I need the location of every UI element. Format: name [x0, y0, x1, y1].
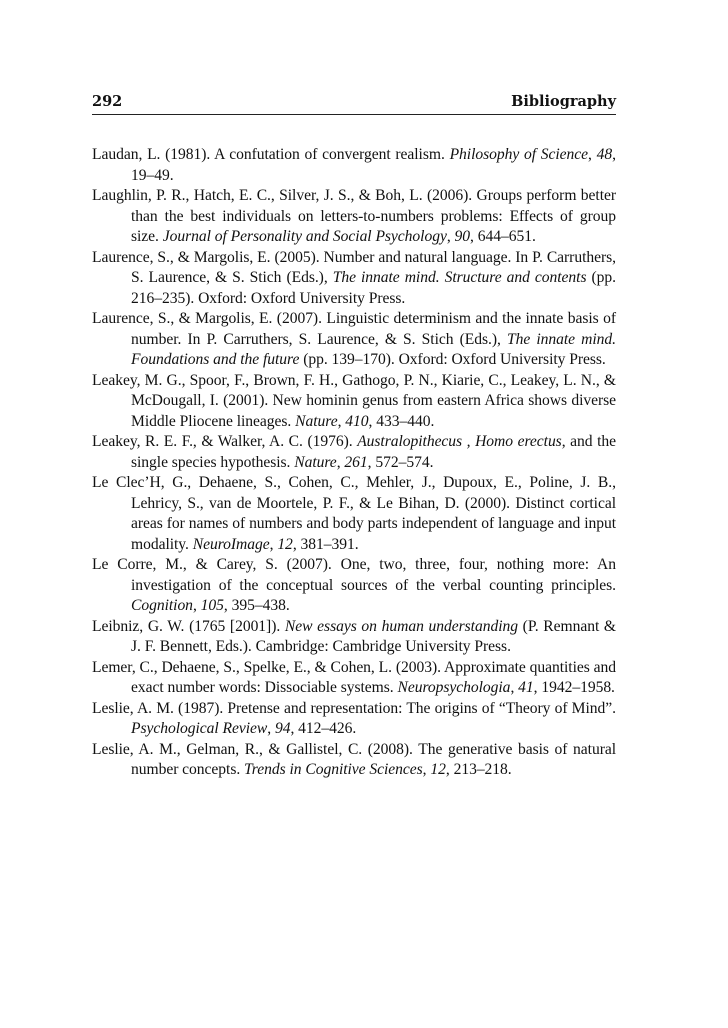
entry-text: Le Clec’H, G., Dehaene, S., Cohen, C., Mehler, J., Dupoux, E., Poline, J. B., Lehricy, S., van de Moortele, P. F., & Le Bihan, D. (2000). Distinct cortical areas for names of numbers and body parts independent of language and input modality. — [92, 474, 616, 553]
entry-separator: , — [337, 412, 346, 430]
bibliography-entry — [92, 309, 616, 371]
entry-journal: Nature — [294, 453, 337, 471]
entry-pages: , 572–574. — [367, 453, 434, 471]
entry-source-title: Australopithecus , Homo erectus — [357, 433, 562, 450]
entry-volume: 12 — [277, 535, 293, 553]
entry-text: Leslie, A. M. (1987). Pretense and representation: The origins of “Theory of Mind”. — [92, 699, 616, 717]
bibliography-entry — [92, 371, 616, 433]
entry-source-title: Journal of Personality and Social Psychology — [162, 228, 447, 245]
entry-text: Laurence, S., & Margolis, E. (2007). Linguistic determinism and the innate basis of number. In P. Carruthers, S. Laurence, & S. Stich (Eds.), — [92, 310, 616, 348]
bibliography-entry — [92, 145, 616, 186]
entry-separator: , — [267, 720, 275, 737]
entry-separator: , — [192, 597, 201, 614]
entry-pages: , 644–651. — [470, 228, 536, 245]
entry-source-title: Nature — [295, 412, 338, 430]
entry-pages: , 19–49. — [131, 146, 617, 184]
entry-separator: , — [269, 535, 278, 553]
entry-text: Laudan, L. (1981). A confutation of convergent realism. — [92, 146, 450, 163]
entry-text: Le Corre, M., & Carey, S. (2007). One, two, three, four, nothing more: An investigation of the conceptual sources of the verbal counting principles. — [92, 556, 616, 594]
entry-source-title: Psychological Review — [131, 720, 268, 737]
entry-pages: (pp. 139–170). Oxford: Oxford University Press. — [299, 351, 606, 368]
entry-text: Leibniz, G. W. (1765 [2001]). — [92, 617, 285, 635]
entry-text: Leakey, R. E. F., & Walker, A. C. (1976). — [92, 433, 358, 450]
entry-separator: , — [588, 146, 597, 163]
bibliography-entry — [92, 658, 616, 699]
running-header — [92, 92, 616, 115]
entry-text: Lemer, C., Dehaene, S., Spelke, E., & Cohen, L. (2003). Approximate quantities and exact number words: Dissociable systems. — [92, 658, 616, 696]
entry-volume: 94 — [274, 720, 291, 737]
entry-source-title: The innate mind. Foundations and the future — [131, 330, 616, 368]
entry-pages: , 1942–1958. — [533, 679, 615, 696]
entry-pages: , 213–218. — [445, 761, 512, 778]
entry-volume: 41 — [518, 679, 534, 696]
running-title: Bibliography — [511, 93, 616, 110]
bibliography-entry — [92, 699, 616, 740]
bibliography-entry — [92, 740, 616, 781]
entry-pages: , 381–391. — [292, 535, 359, 553]
entry-source-title: Philosophy of Science — [449, 146, 589, 163]
entry-pages: , 433–440. — [368, 412, 435, 430]
entry-volume: 48 — [596, 146, 613, 163]
page-number: 292 — [92, 93, 123, 110]
entry-text: Leslie, A. M., Gelman, R., & Gallistel, C. (2008). The generative basis of natural number concepts. — [92, 740, 616, 778]
entry-separator: , and the single species hypothesis. — [131, 433, 616, 471]
entry-volume: 12 — [430, 761, 446, 778]
entry-source-title: Neuropsychologia — [397, 679, 511, 696]
entry-text: Laurence, S., & Margolis, E. (2005). Number and natural language. In P. Carruthers, S. Laurence, & S. Stich (Eds.), — [92, 248, 616, 286]
entry-text: Leakey, M. G., Spoor, F., Brown, F. H., Gathogo, P. N., Kiarie, C., Leakey, L. N., & McDougall, I. (2001). New hominin genus from eastern Africa shows diverse Middle Pliocene lineages. — [92, 371, 616, 430]
entry-pages: (pp. 216–235). Oxford: Oxford University Press. — [131, 269, 616, 307]
entry-source-title: Trends in Cognitive Sciences — [244, 761, 423, 778]
entry-volume: 90 — [454, 228, 471, 245]
bibliography-list — [92, 145, 616, 781]
entry-separator: , — [510, 679, 519, 696]
entry-text: Laughlin, P. R., Hatch, E. C., Silver, J. S., & Boh, L. (2006). Groups perform better than the best individuals on letters-to-numbers problems: Effects of group size. — [92, 187, 616, 245]
bibliography-entry — [92, 432, 616, 473]
bibliography-entry — [92, 617, 616, 658]
bibliography-entry — [92, 555, 616, 617]
entry-separator: , — [422, 761, 431, 778]
entry-source-title: The innate mind. Structure and contents — [332, 269, 587, 286]
entry-separator: , — [336, 453, 345, 471]
entry-source-title: NeuroImage — [192, 535, 270, 553]
bibliography-entry — [92, 248, 616, 310]
entry-separator: , — [446, 228, 455, 245]
bibliography-entry — [92, 473, 616, 555]
entry-source-title: New essays on human understanding — [284, 617, 518, 635]
entry-pages: (P. Remnant & J. F. Bennett, Eds.). Cambridge: Cambridge University Press. — [131, 617, 617, 655]
entry-source-title: Cognition — [131, 597, 193, 614]
entry-pages: , 395–438. — [223, 597, 290, 614]
bibliography-entry — [92, 186, 616, 248]
entry-volume: 105 — [200, 597, 224, 614]
entry-volume: 410 — [345, 412, 369, 430]
entry-pages: , 412–426. — [290, 720, 357, 737]
entry-volume: 261 — [344, 453, 368, 471]
